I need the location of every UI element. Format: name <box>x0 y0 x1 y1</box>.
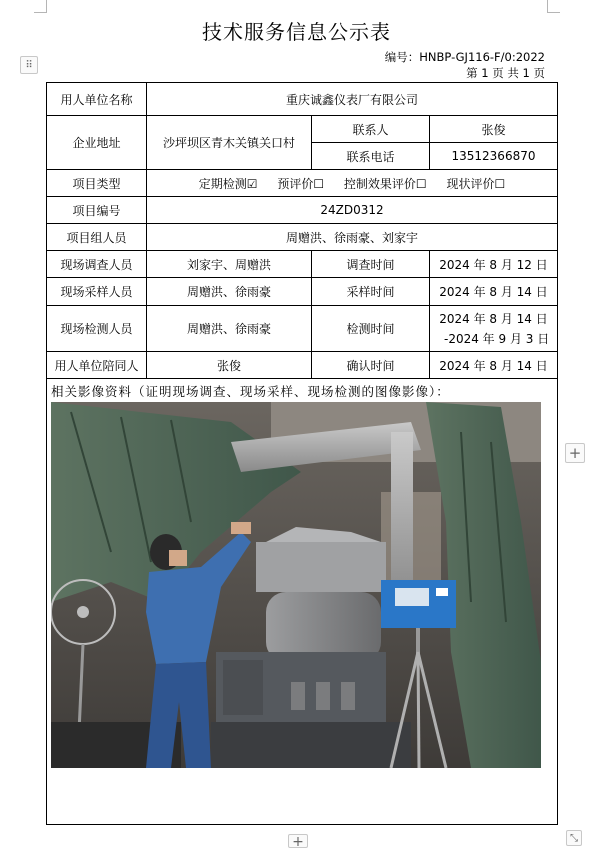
sampling-time-value: 2024 年 8 月 14 日 <box>430 278 558 306</box>
project-type-label: 项目类型 <box>47 170 147 197</box>
escort-label: 用人单位陪同人 <box>47 352 147 379</box>
sampling-time-label: 采样时间 <box>312 278 430 306</box>
team-label: 项目组人员 <box>47 224 147 251</box>
phone-label: 联系电话 <box>312 143 430 170</box>
project-type-periodic: 定期检测☑ <box>198 176 258 191</box>
address-label: 企业地址 <box>47 116 147 170</box>
table-row <box>47 83 558 116</box>
table-row <box>47 116 558 143</box>
contact-value: 张俊 <box>430 116 558 143</box>
table-row <box>47 197 558 224</box>
table-row <box>47 224 558 251</box>
info-table <box>46 82 558 825</box>
photo-cell <box>47 379 558 825</box>
table-row <box>47 379 558 825</box>
testing-time-value <box>430 306 558 352</box>
resize-handle-icon[interactable]: ⤡ <box>566 830 582 846</box>
project-no-value: 24ZD0312 <box>147 197 558 224</box>
table-row <box>47 278 558 306</box>
survey-staff-label: 现场调查人员 <box>47 251 147 278</box>
table-row <box>47 352 558 379</box>
contact-label: 联系人 <box>312 116 430 143</box>
testing-staff-value: 周赠洪、徐雨豪 <box>147 306 312 352</box>
plus-icon[interactable]: + <box>288 834 308 848</box>
testing-time-end: -2024 年 9 月 3 日 <box>444 331 550 346</box>
page-indicator: 第 1 页 共 1 页 <box>466 66 545 80</box>
site-photo <box>51 402 541 768</box>
confirm-time-label: 确认时间 <box>312 352 430 379</box>
document-code: 编号：HNBP-GJ116-F/0:2022 <box>384 50 545 64</box>
project-type-status: 现状评价☐ <box>446 176 506 191</box>
table-row <box>47 251 558 278</box>
project-no-label: 项目编号 <box>47 197 147 224</box>
project-type-preassessment: 预评价☐ <box>277 176 325 191</box>
project-type-options <box>147 170 558 197</box>
survey-time-value: 2024 年 8 月 12 日 <box>430 251 558 278</box>
plus-icon[interactable]: + <box>565 443 585 463</box>
confirm-time-value: 2024 年 8 月 14 日 <box>430 352 558 379</box>
project-type-control-effect: 控制效果评价☐ <box>343 176 427 191</box>
document-title: 技术服务信息公示表 <box>202 20 391 44</box>
client-value: 重庆诚鑫仪表厂有限公司 <box>147 83 558 116</box>
client-label: 用人单位名称 <box>47 83 147 116</box>
escort-value: 张俊 <box>147 352 312 379</box>
sampling-staff-value: 周赠洪、徐雨豪 <box>147 278 312 306</box>
testing-time-label: 检测时间 <box>312 306 430 352</box>
survey-time-label: 调查时间 <box>312 251 430 278</box>
page-corner-top-right <box>547 0 560 13</box>
move-handle-icon[interactable]: ⠿ <box>20 56 38 74</box>
testing-time-start: 2024 年 8 月 14 日 <box>439 311 548 326</box>
sampling-staff-label: 现场采样人员 <box>47 278 147 306</box>
testing-staff-label: 现场检测人员 <box>47 306 147 352</box>
team-value: 周赠洪、徐雨豪、刘家宇 <box>147 224 558 251</box>
photo-caption: 相关影像资料（证明现场调查、现场采样、现场检测的图像影像）： <box>51 384 450 399</box>
page-corner-top-left <box>34 0 47 13</box>
table-row <box>47 170 558 197</box>
table-row <box>47 306 558 352</box>
address-value: 沙坪坝区青木关镇关口村 <box>147 116 312 170</box>
survey-staff-value: 刘家宇、周赠洪 <box>147 251 312 278</box>
phone-value: 13512366870 <box>430 143 558 170</box>
